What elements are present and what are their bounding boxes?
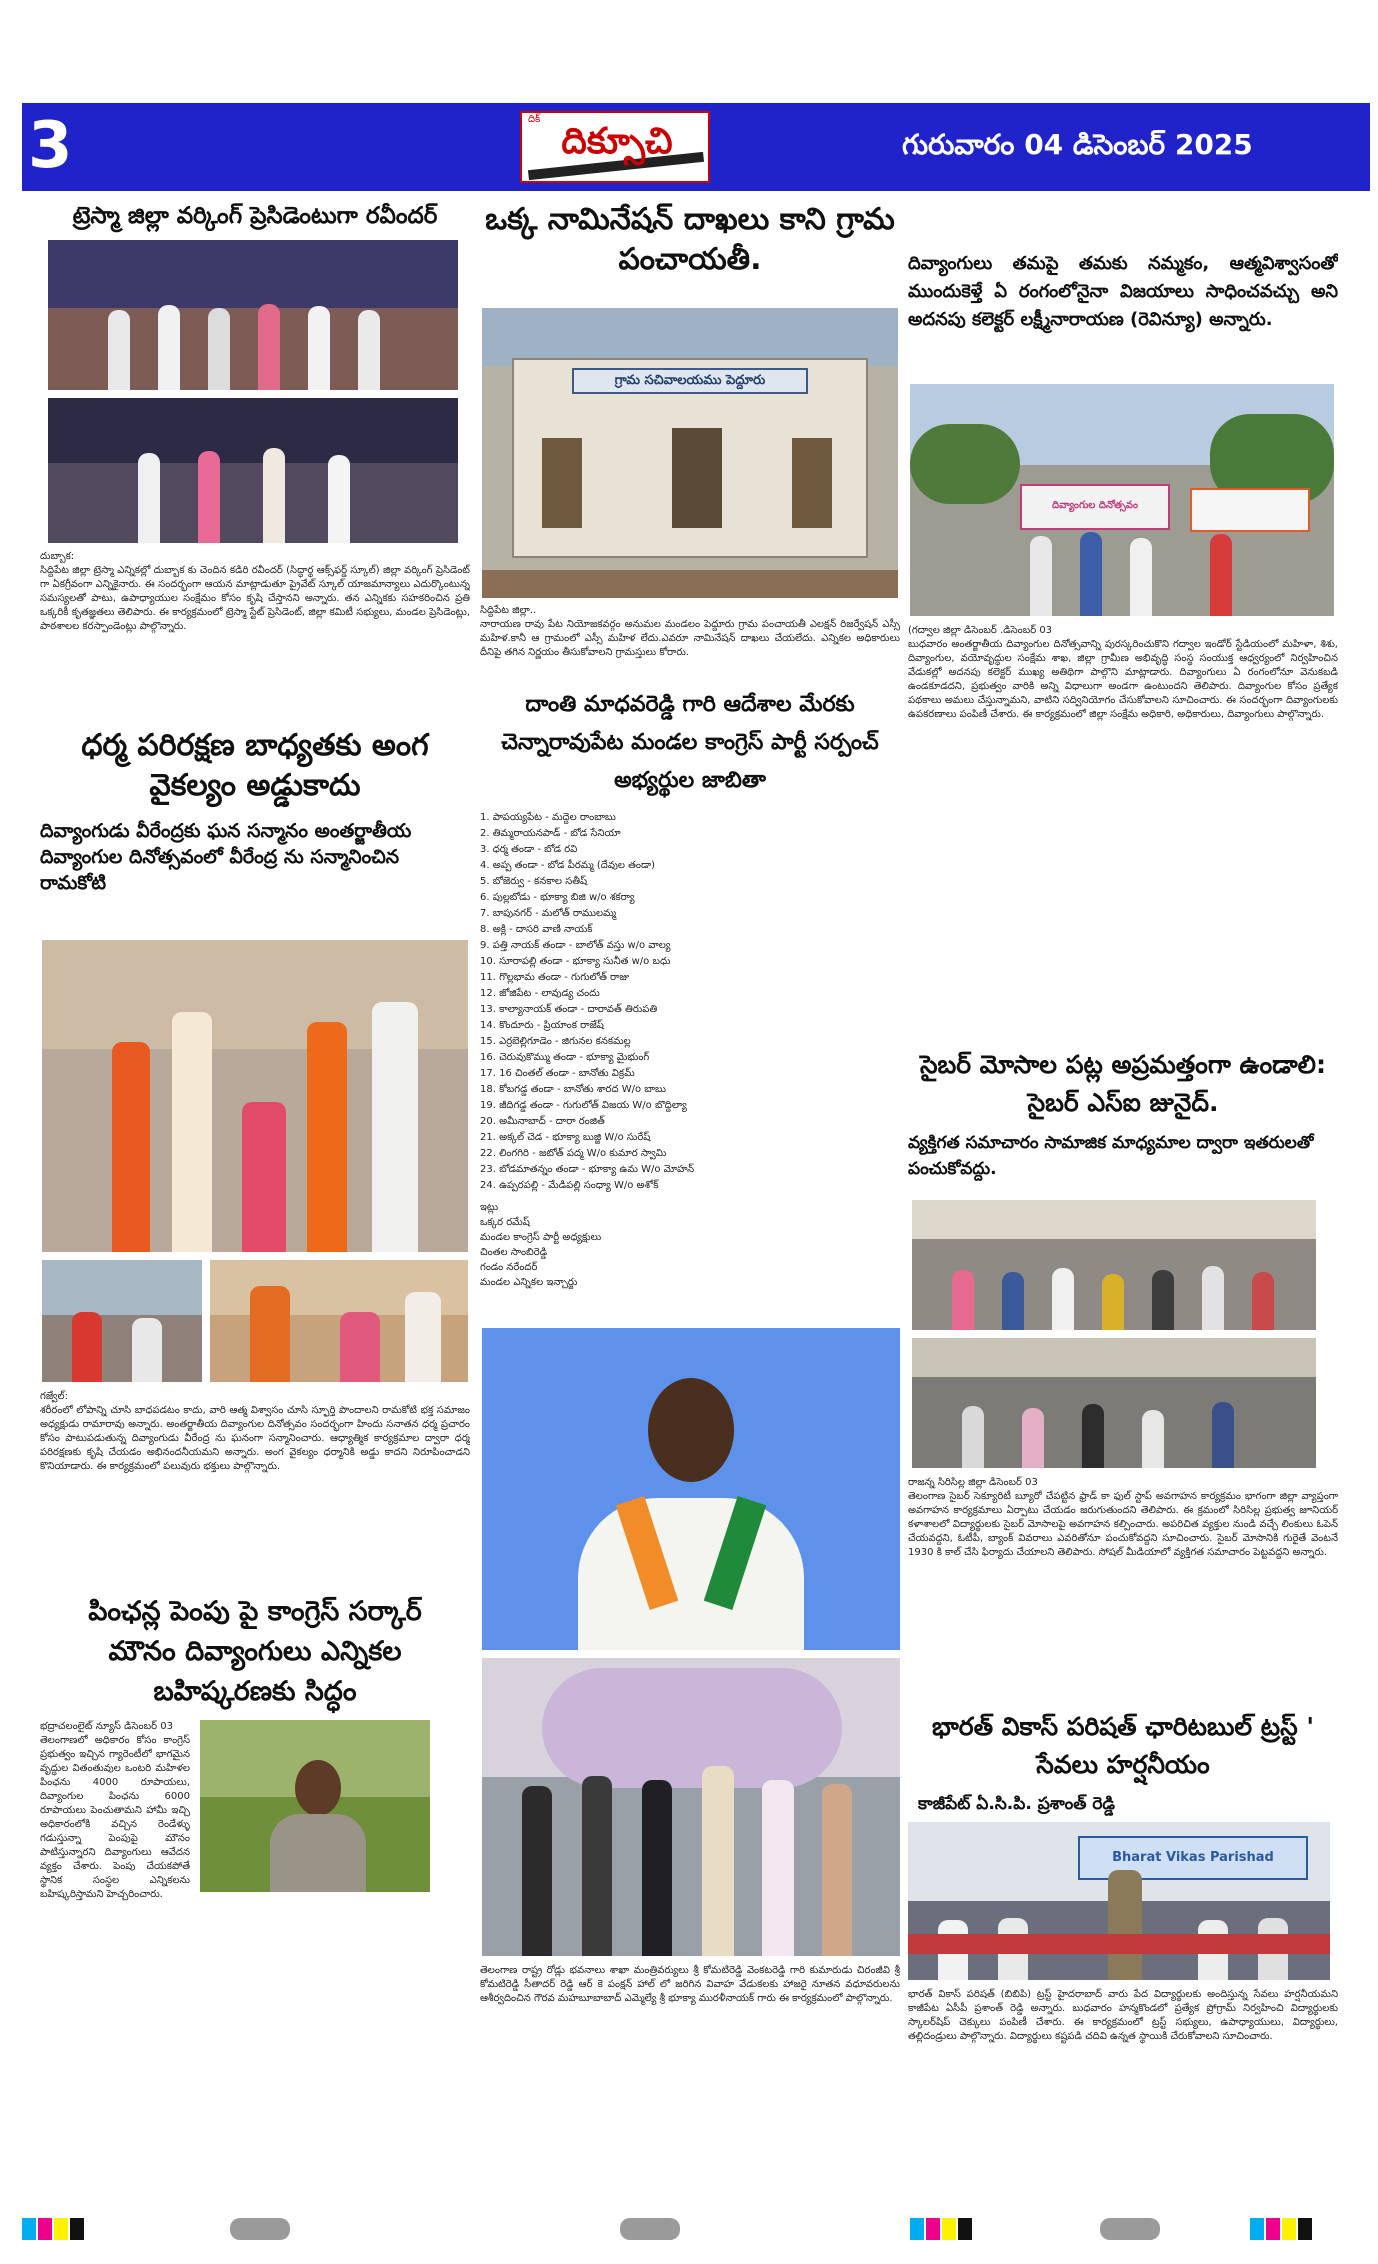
photo-candidate-portrait bbox=[482, 1328, 900, 1650]
signature-block bbox=[480, 1200, 900, 1290]
list-item: 16. చెరువుకొమ్ము తండా - భూక్యా మైభుంగ్ bbox=[480, 1052, 650, 1063]
body-dharma: శరీరంలో లోపాన్ని చూసి బాధపడటం కాదు, వారి ఆత్మ విశ్వాసం చూసి స్ఫూర్తి పొందాలని రామకోటి భక్త సమాజం అధ్యక్షుడు రామారావు అన్నారు. అంతర్జాతీయ దివ్యాంగుల దినోత్సవం సందర్భంగా హిందు సనాతన ధర్మ ప్రచారం కోసం పాటుపడుతున్న దివ్యాంగుడు వీరేంద్ర ను ఘనంగా సన్మానించారు. ఆధ్యాత్మిక కార్యక్రమాల ద్వారా ధర్మ పరిరక్షణకు కృషి చేయడం అభినందనీయమని అన్నారు. అంగ వైకల్యం ధర్మానికి అడ్డు కాదని నిరూపించాడని కొనియాడారు. ఈ కార్యక్రమంలో పలువురు భక్తులు పాల్గొన్నారు. bbox=[40, 1405, 470, 1472]
subhead-cyber: వ్యక్తిగత సమాచారం సామాజిక మాధ్యమాల ద్వారా ఇతరులతో పంచుకోవద్దు. bbox=[908, 1133, 1314, 1179]
list-item: 22. లింగగిరి - జటోత్ పద్మ W/o కుమార స్వామి bbox=[480, 1148, 667, 1159]
headline-cyber: సైబర్ మోసాల పట్ల అప్రమత్తంగా ఉండాలి: సైబర్ ఎస్ఐ జునైద్. bbox=[919, 1050, 1327, 1117]
list-item: 23. బోడమాతన్నం తండా - భూక్యా ఉమ W/o మోహన్ bbox=[480, 1164, 695, 1175]
list-item: 19. జీదిగడ్డ తండా - గుగులోత్ విజయ W/o బొద్దిల్యా bbox=[480, 1100, 687, 1111]
photo-tresma-felicitation bbox=[48, 398, 458, 543]
sign-line: ఒక్కర రమేష్ bbox=[480, 1217, 530, 1228]
headline-pension: పింఛన్ల పెంపు పై కాంగ్రెస్ సర్కార్ మౌనం దివ్యాంగులు ఎన్నికల బహిష్కరణకు సిద్ధం bbox=[88, 1596, 422, 1707]
headline-bvp: భారత్ వికాస్ పరిషత్ ఛారిటబుల్ ట్రస్ట్ ' సేవలు హర్షనీయం bbox=[931, 1712, 1315, 1779]
sign-line: చింతల సాంబిరెడ్డి bbox=[480, 1247, 548, 1258]
list-item: 24. ఉప్పరపల్లి - మేడిపల్లి సంధ్యా W/o అశోక్ bbox=[480, 1180, 659, 1191]
list-item: 10. సూరాపల్లి తండా - భూక్యా సునీత w/o బధు bbox=[480, 956, 671, 967]
photo-dharma-wheelchair bbox=[42, 1260, 202, 1382]
masthead-bar bbox=[22, 103, 1370, 191]
bvp-stage-banner: Bharat Vikas Parishad bbox=[1078, 1836, 1308, 1880]
building-sign-board: గ్రామ సచివాలయము పెద్దూరు bbox=[572, 368, 808, 394]
list-item: 8. అక్లి - దాసరి వాణి నాయక్ bbox=[480, 924, 593, 935]
issue-date: గురువారం 04 డిసెంబర్ 2025 bbox=[902, 128, 1253, 161]
sign-line: మండల ఎన్నికల ఇన్చార్జు bbox=[480, 1277, 578, 1288]
sign-line: గండం నరేందర్ bbox=[480, 1262, 538, 1273]
column-left bbox=[40, 200, 470, 2210]
newspaper-logo bbox=[520, 111, 710, 183]
sign-line: ఇట్లు bbox=[480, 1202, 499, 1213]
list-item: 9. పత్తి నాయక్ తండా - బాలోత్ వస్తు w/o వాల్య bbox=[480, 940, 671, 951]
candidate-list bbox=[480, 810, 900, 1194]
dateline-tresma: దుబ్బాక: bbox=[40, 551, 75, 562]
list-item: 6. పుల్లబోడు - భూక్యా బిజి w/o శకర్యా bbox=[480, 892, 635, 903]
dateline-dharma: గజ్వేల్: bbox=[40, 1391, 68, 1402]
lead-divyang: దివ్యాంగులు తమపై తమకు నమ్మకం, ఆత్మవిశ్వాసంతో ముందుకెళ్తే ఏ రంగంలోనైనా విజయాలు సాధించవచ్చు అని అదనపు కలెక్టర్ లక్ష్మీనారాయణ (రెవిన్యూ) అన్నారు. bbox=[908, 253, 1338, 330]
list-item: 20. అమీనాబాద్ - దారా రంజిత్ bbox=[480, 1116, 605, 1127]
body-wedding: తెలంగాణ రాష్ట్ర రోడ్లు భవనాలు శాఖా మంత్రివర్యులు శ్రీ కోమటిరెడ్డి వెంకటరెడ్డి గారి కుమారుడు చిరంజీవి శ్రీ కోమటిరెడ్డి సీతాదర్ రెడ్డి ఆర్ కె పంక్షన్ హాల్ లో జరిగిన వివాహ వేడుకలకు హాజరై నూతన వధూవరులను ఆశీర్వదించిన గౌరవ మహబూబాబాద్ ఎమ్మెల్యే శ్రీ భూక్యా మురళీనాయక్ గారు ఈ కార్యక్రమంలో పాల్గొన్నారు. bbox=[480, 1965, 900, 2004]
list-item: 17. 16 చింతల్ తండా - బానోతు విక్రమ్ bbox=[480, 1068, 635, 1079]
body-pension-side: తెలంగాణలో అధికారం కోసం కాంగ్రెస్ ప్రభుత్వం ఇచ్చిన గ్యారెంటీలో భాగమైన వృద్ధుల వితంతువుల ఒంటరి మహిళల పింఛను 4000 రూపాయలు, దివ్యాంగుల పింఛను 6000 రూపాయలు పెంచుతామని హామీ ఇచ్చి అధికారంలోకి వచ్చిన రెండేళ్ళు గడుస్తున్నా పెంపుపై మౌనం పాటిస్తున్నారని దివ్యాంగులు ఆవేదన వ్యక్తం చేశారు. పెంపు చేయకపోతే స్థానిక సంస్థల ఎన్నికలను బహిష్కరిస్తామని హెచ్చరించారు. bbox=[40, 1735, 190, 1900]
photo-wedding-reception bbox=[482, 1658, 900, 1956]
dateline-pension: భద్రాచలంలైట్ న్యూస్ డిసెంబర్ 03 bbox=[40, 1721, 173, 1732]
dateline-cyber: రాజన్న సిరిసిల్ల జిల్లా డిసెంబర్ 03 bbox=[908, 1477, 1038, 1488]
list-item: 21. అక్కల్ చెడ - భూక్యా బుజ్జి W/o సురేష్ bbox=[480, 1132, 651, 1143]
photo-dharma-felicitation bbox=[42, 940, 468, 1252]
list-item: 18. కోబగడ్డ తండా - బానోతు శారద W/o బాబు bbox=[480, 1084, 666, 1095]
body-nomination: నారాయణ రావు పేట నియోజకవర్గం అనుమల మండలం పెద్దూరు గ్రామ పంచాయతీ ఎలక్షన్ రిజర్వేషన్ ఎస్సీ మహిళ.కానీ ఆ గ్రామంలో ఎస్సీ మహిళ లేదు.ఎవరూ నామినేషన్ దాఖలు చేయలేదు. ఎన్నికల అధికారులు దీనిపై తగిన నిర్ణయం తీసుకోవాలని గ్రామస్తులు కోరారు. bbox=[480, 619, 900, 658]
rally-banner-left: దివ్యాంగుల దినోత్సవం bbox=[1020, 484, 1170, 530]
list-item: 3. ధర్మ తండా - బోడ రవి bbox=[480, 844, 578, 855]
byline-bvp: కాజీపేట్ ఏ.సి.పి. ప్రశాంత్ రెడ్డి bbox=[918, 1794, 1116, 1814]
column-right bbox=[908, 200, 1338, 2210]
list-item: 7. బాపునగర్ - మలోత్ రాములమ్మ bbox=[480, 908, 617, 919]
dateline-divyang: (గద్వాల జిల్లా డిసెంబర్ .డిసెంబర్ 03 bbox=[908, 625, 1053, 636]
page-number: 3 bbox=[28, 109, 73, 183]
list-item: 13. కాల్యానాయక్ తండా - దారావత్ తిరుపతి bbox=[480, 1004, 658, 1015]
headline-dharma: ధర్మ పరిరక్షణ బాధ్యతకు అంగ వైకల్యం అడ్డుకాదు bbox=[81, 728, 429, 803]
newspaper-name: దిక్సూచి bbox=[561, 121, 673, 162]
column-middle bbox=[480, 200, 900, 2210]
photo-gram-panchayat-building bbox=[482, 308, 898, 598]
headline-nomination: ఒక్క నామినేషన్ దాఖలు కాని గ్రామ పంచాయతీ. bbox=[485, 202, 895, 277]
photo-bvp-event bbox=[908, 1822, 1330, 1980]
list-item: 2. తిమ్మరాయనపాడ్ - బోడ సేనియా bbox=[480, 828, 621, 839]
list-item: 11. గొల్లభామ తండా - గుగులోత్ రాజు bbox=[480, 972, 630, 983]
body-bvp: భారత్ వికాస్ పరిషత్ (బిబిపి) ట్రస్ట్ హైదరాబాద్ వారు పేద విద్యార్థులకు అందిస్తున్న సేవలు హర్షనీయమని కాజీపేట ఏసీపీ ప్రశాంత్ రెడ్డి అన్నారు. బుధవారం హన్మకొండలో ప్రత్యేక ప్రోగ్రామ్ నిర్వహించి విద్యార్థులకు స్కాలర్‌షిప్ చెక్కులు పంపిణీ చేశారు. ఈ కార్యక్రమంలో ట్రస్ట్ సభ్యులు, ఉపాధ్యాయులు, విద్యార్థులు, తల్లిదండ్రులు పాల్గొన్నారు. విద్యార్థులు కష్టపడి చదివి ఉన్నత స్థాయికి చేరుకోవాలని సూచించారు. bbox=[908, 1989, 1338, 2042]
photo-cyber-classroom-1 bbox=[912, 1200, 1316, 1330]
headline-tresma: ట్రెస్మా జిల్లా వర్కింగ్ ప్రెసిడెంటుగా రవీందర్ bbox=[72, 203, 438, 229]
list-item: 14. కొందూరు - ప్రియాంక రాజేష్ bbox=[480, 1020, 604, 1031]
photo-dharma-portrait bbox=[210, 1260, 468, 1382]
photo-divyang-rally bbox=[910, 384, 1334, 616]
print-color-marks bbox=[0, 2218, 1378, 2248]
list-item: 4. అప్ప తండా - బోడ పీరమ్మ (దేవుల తండా) bbox=[480, 860, 656, 871]
body-cyber: తెలంగాణ సైబర్ సెక్యూరిటీ బ్యూరో చేపట్టిన ఫ్రాడ్ కా ఫుల్ స్టాప్ అవగాహన కార్యక్రమం భాగంగా జిల్లా వ్యాప్తంగా అవగాహన కార్యక్రమాలు ఏర్పాటు చేయడం జరుగుతుందని తెలిపారు. ఈ క్రమంలో సిరిసిల్ల ప్రభుత్వ జూనియర్ కళాశాలలో విద్యార్థులకు సైబర్ మోసాలపై అవగాహన కల్పించారు. అపరిచిత వ్యక్తుల నుండి వచ్చే లింకులు ఓపెన్ చేయవద్దని, ఓటీపీ, బ్యాంక్ వివరాలు ఎవరితోనూ పంచుకోవద్దని సూచించారు. సైబర్ మోసానికి గురైతే వెంటనే 1930 కి కాల్ చేసి ఫిర్యాదు చేయాలని తెలిపారు. సోషల్ మీడియాలో వ్యక్తిగత సమాచారం పెట్టవద్దని అన్నారు. bbox=[908, 1491, 1338, 1558]
body-divyang: బుధవారం అంతర్జాతీయ దివ్యాంగుల దినోత్సవాన్ని పురస్కరించుకొని గద్వాల ఇండోర్ స్టేడియంలో మహిళా, శిశు, దివ్యాంగుల, వయోవృద్ధుల సంక్షేమ శాఖ, జిల్లా గ్రామీణ అభివృద్ధి సంస్థ సంయుక్త ఆధ్వర్యంలో నిర్వహించిన వేడుకల్లో అదనపు కలెక్టర్ ముఖ్య అతిథిగా పాల్గొని మాట్లాడారు. దివ్యాంగులు ఏ రంగంలోనూ వెనుకబడి ఉండకూడదని, ప్రభుత్వం వారికి అన్ని విధాలుగా అండగా ఉంటుందని తెలిపారు. దివ్యాంగుల కోసం ప్రత్యేక పథకాలు అమలు చేస్తున్నామని, వాటిని సద్వినియోగం చేసుకోవాలని సూచించారు. ఈ సందర్భంగా దివ్యాంగులకు ఉపకరణాలు పంపిణీ చేశారు. ఈ కార్యక్రమంలో జిల్లా సంక్షేమ అధికారి, అధికారులు, దివ్యాంగులు పాల్గొన్నారు. bbox=[908, 639, 1338, 720]
photo-pension-protester bbox=[200, 1720, 430, 1892]
logo-tagline: దిక్ bbox=[528, 114, 541, 125]
subhead-dharma: దివ్యాంగుడు వీరేంద్రకు ఘన సన్మానం అంతర్జాతీయ దివ్యాంగుల దినోత్సవంలో వీరేంద్ర ను సన్మానించిన రామకోటి bbox=[40, 820, 412, 894]
list-item: 15. ఎర్రబెల్లిగూడెం - జిగునల కనకమల్ల bbox=[480, 1036, 631, 1047]
body-tresma: సిద్దిపేట జిల్లా ట్రెస్మా ఎన్నికల్లో దుబ్బాక కు చెందిన కడిరి రవీందర్ (సిద్ధార్థ ఆక్స్‌ఫర్డ్ స్కూల్) జిల్లా వర్కింగ్ ప్రెసిడెంట్ గా ఏకగ్రీవంగా ఎన్నికైనారు. ఈ సందర్భంగా ఆయన మాట్లాడుతూ ప్రైవేట్ స్కూల్ యాజమాన్యాలు ఎదుర్కొంటున్న సమస్యలతో పాటు, ఉపాధ్యాయుల సంక్షేమం కోసం కృషి చేస్తానని అన్నారు. తన ఎన్నికకు సహకరించిన ప్రతి ఒక్కరికీ కృతజ్ఞతలు తెలిపారు. ఈ కార్యక్రమంలో ట్రెస్మా స్టేట్ ప్రెసిడెంట్, జిల్లా కమిటీ సభ్యులు, మండల ప్రెసిడెంట్లు, పాఠశాలల కరస్పాండెంట్లు పాల్గొన్నారు. bbox=[40, 565, 470, 632]
list-item: 12. జోజిపేట - లావుడ్య చందు bbox=[480, 988, 600, 999]
list-item: 5. బోజెర్వు - కనకాల సతీష్ bbox=[480, 876, 588, 887]
dateline-nomination: సిద్దిపేట జిల్లా.. bbox=[480, 605, 537, 616]
photo-tresma-stage-group bbox=[48, 240, 458, 390]
headline-candidate-list: దాంతి మాధవరెడ్డి గారి ఆదేశాల మేరకు చెన్నారావుపేట మండల కాంగ్రెస్ పార్టీ సర్పంచ్ అభ్యర్థుల జాబితా bbox=[501, 692, 879, 793]
list-item: 1. పాపయ్యపేట - మద్దెల రాంబాబు bbox=[480, 812, 616, 823]
photo-cyber-classroom-2 bbox=[912, 1338, 1316, 1468]
sign-line: మండల కాంగ్రెస్ పార్టీ అధ్యక్షులు bbox=[480, 1232, 602, 1243]
